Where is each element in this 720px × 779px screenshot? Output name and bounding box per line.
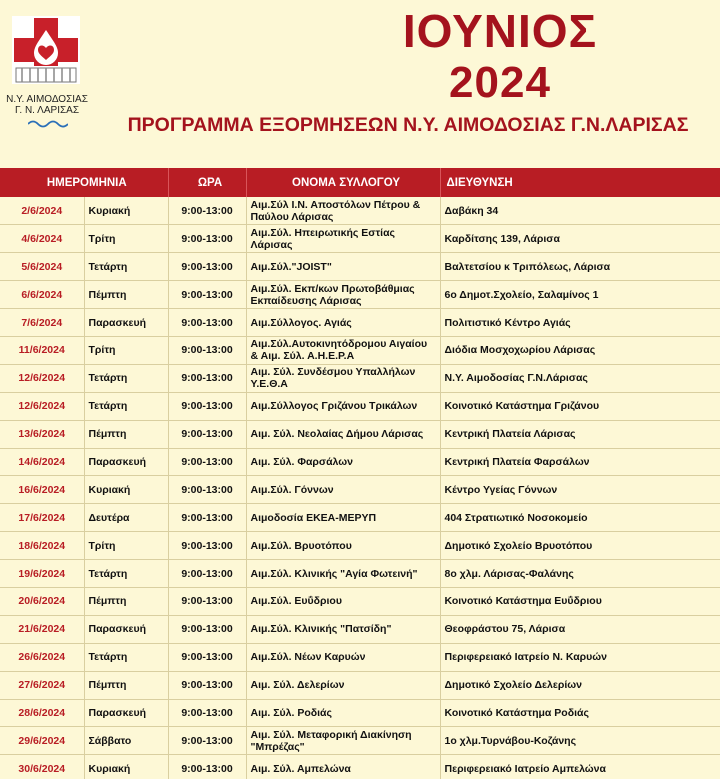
table-row: [0, 671, 720, 699]
row-time: 9:00-13:00: [168, 699, 246, 727]
row-date: 30/6/2024: [0, 755, 84, 779]
row-time: 9:00-13:00: [168, 197, 246, 225]
row-association: Αιμ.Σύλ. Κλινικής "Πατσίδη": [246, 615, 440, 643]
header-address: ΔΙΕΥΘΥΝΣΗ: [440, 168, 720, 197]
row-address: Δαβάκη 34: [440, 197, 720, 225]
row-association: Αιμ.Σύλ."JOIST": [246, 253, 440, 281]
table-row: [0, 309, 720, 337]
row-day: Τρίτη: [84, 336, 168, 364]
row-association: Αιμ.Σύλ. Κλινικής "Αγία Φωτεινή": [246, 560, 440, 588]
row-time: 9:00-13:00: [168, 755, 246, 779]
row-association: Αιμ.Σύλ. Ευΰδριου: [246, 587, 440, 615]
row-address: 8ο χλμ. Λάρισας-Φαλάνης: [440, 560, 720, 588]
row-address: Κεντρική Πλατεία Φαρσάλων: [440, 448, 720, 476]
row-time: 9:00-13:00: [168, 560, 246, 588]
row-address: 404 Στρατιωτικό Νοσοκομείο: [440, 504, 720, 532]
row-time: 9:00-13:00: [168, 281, 246, 309]
row-time: 9:00-13:00: [168, 643, 246, 671]
year-title: 2024: [449, 58, 551, 107]
row-day: Τετάρτη: [84, 392, 168, 420]
row-address: Κέντρο Υγείας Γόννων: [440, 476, 720, 504]
row-association: Αιμ.Σύλ. Βρυοτόπου: [246, 532, 440, 560]
table-row: [0, 587, 720, 615]
row-time: 9:00-13:00: [168, 336, 246, 364]
table-row: [0, 197, 720, 225]
table-row: [0, 504, 720, 532]
row-address: Πολιτιστικό Κέντρο Αγιάς: [440, 309, 720, 337]
table-row: [0, 420, 720, 448]
table-row: [0, 755, 720, 779]
row-time: 9:00-13:00: [168, 448, 246, 476]
row-time: 9:00-13:00: [168, 225, 246, 253]
row-association: Αιμ.Σύλ. Νέων Καρυών: [246, 643, 440, 671]
row-day: Τετάρτη: [84, 643, 168, 671]
row-time: 9:00-13:00: [168, 587, 246, 615]
org-name-line1: Ν.Υ. ΑΙΜΟΔΟΣΙΑΣ: [6, 94, 88, 105]
row-date: 28/6/2024: [0, 699, 84, 727]
header: [0, 0, 720, 168]
row-association: Αιμ. Σύλ. Νεολαίας Δήμου Λάρισας: [246, 420, 440, 448]
row-time: 9:00-13:00: [168, 671, 246, 699]
row-address: Δημοτικό Σχολείο Δελερίων: [440, 671, 720, 699]
row-address: Καρδίτσης 139, Λάρισα: [440, 225, 720, 253]
table-row: [0, 364, 720, 392]
table-row: [0, 699, 720, 727]
row-date: 27/6/2024: [0, 671, 84, 699]
table-header-row: [0, 168, 720, 197]
month-title: ΙΟΥΝΙΟΣ: [402, 5, 598, 57]
header-time: ΩΡΑ: [168, 168, 246, 197]
row-date: 4/6/2024: [0, 225, 84, 253]
row-day: Κυριακή: [84, 476, 168, 504]
row-association: Αιμ. Σύλ. Μεταφορική Διακίνηση "Μπρέζας": [246, 727, 440, 755]
row-association: Αιμ. Σύλ. Δελερίων: [246, 671, 440, 699]
row-association: Αιμ.Σύλλογος Γριζάνου Τρικάλων: [246, 392, 440, 420]
row-association: Αιμ. Σύλ. Αμπελώνα: [246, 755, 440, 779]
row-time: 9:00-13:00: [168, 253, 246, 281]
row-association: Αιμ.Σύλλογος. Αγιάς: [246, 309, 440, 337]
row-day: Παρασκευή: [84, 615, 168, 643]
row-day: Δευτέρα: [84, 504, 168, 532]
row-time: 9:00-13:00: [168, 420, 246, 448]
table-row: [0, 253, 720, 281]
program-subtitle: ΠΡΟΓΡΑΜΜΑ ΕΞΟΡΜΗΣΕΩΝ Ν.Υ. ΑΙΜΟΔΟΣΙΑΣ Γ.Ν.ΛΑΡΙΣΑΣ: [127, 114, 689, 136]
row-date: 26/6/2024: [0, 643, 84, 671]
row-time: 9:00-13:00: [168, 615, 246, 643]
row-day: Τετάρτη: [84, 560, 168, 588]
row-address: 6ο Δημοτ.Σχολείο, Σαλαμίνος 1: [440, 281, 720, 309]
table-body: [0, 197, 720, 779]
row-day: Πέμπτη: [84, 587, 168, 615]
org-name-line2: Γ. Ν. ΛΑΡΙΣΑΣ: [14, 105, 80, 116]
row-date: 14/6/2024: [0, 448, 84, 476]
row-day: Κυριακή: [84, 755, 168, 779]
row-day: Τετάρτη: [84, 364, 168, 392]
row-association: Αιμ.Σύλ.Αυτοκινητόδρομου Αιγαίου & Αιμ. Σύλ. Α.Η.Ε.Ρ.Α: [246, 336, 440, 364]
row-address: Περιφερειακό Ιατρείο Ν. Καρυών: [440, 643, 720, 671]
row-address: Θεοφράστου 75, Λάρισα: [440, 615, 720, 643]
blood-donation-logo-icon: [12, 16, 80, 84]
row-day: Παρασκευή: [84, 699, 168, 727]
table-row: [0, 532, 720, 560]
row-address: Δημοτικό Σχολείο Βρυοτόπου: [440, 532, 720, 560]
row-day: Σάββατο: [84, 727, 168, 755]
row-date: 5/6/2024: [0, 253, 84, 281]
row-date: 11/6/2024: [0, 336, 84, 364]
header-association: ΟΝΟΜΑ ΣΥΛΛΟΓΟΥ: [246, 168, 440, 197]
row-association: Αιμ. Σύλ. Συνδέσμου Υπαλλήλων Υ.Ε.Θ.Α: [246, 364, 440, 392]
table-row: [0, 643, 720, 671]
row-date: 13/6/2024: [0, 420, 84, 448]
table-row: [0, 448, 720, 476]
row-day: Τετάρτη: [84, 253, 168, 281]
row-date: 7/6/2024: [0, 309, 84, 337]
row-association: Αιμοδοσία ΕΚΕΑ-ΜΕΡΥΠ: [246, 504, 440, 532]
row-address: Διόδια Μοσχοχωρίου Λάρισας: [440, 336, 720, 364]
row-time: 9:00-13:00: [168, 476, 246, 504]
row-time: 9:00-13:00: [168, 392, 246, 420]
row-date: 20/6/2024: [0, 587, 84, 615]
row-time: 9:00-13:00: [168, 364, 246, 392]
row-date: 17/6/2024: [0, 504, 84, 532]
row-date: 6/6/2024: [0, 281, 84, 309]
row-date: 21/6/2024: [0, 615, 84, 643]
row-address: Βαλτετσίου κ Τριπόλεως, Λάρισα: [440, 253, 720, 281]
row-association: Αιμ.Σύλ Ι.Ν. Αποστόλων Πέτρου & Παύλου Λάρισας: [246, 197, 440, 225]
row-address: 1ο χλμ.Τυρνάβου-Κοζάνης: [440, 727, 720, 755]
row-day: Παρασκευή: [84, 309, 168, 337]
row-day: Τρίτη: [84, 225, 168, 253]
table-row: [0, 727, 720, 755]
wave-icon: [28, 118, 68, 128]
row-time: 9:00-13:00: [168, 727, 246, 755]
row-day: Πέμπτη: [84, 281, 168, 309]
table-row: [0, 281, 720, 309]
row-day: Κυριακή: [84, 197, 168, 225]
row-association: Αιμ.Σύλ. Εκπ/κων Πρωτοβάθμιας Εκπαίδευσης Λάρισας: [246, 281, 440, 309]
table-row: [0, 225, 720, 253]
row-association: Αιμ.Σύλ. Γόννων: [246, 476, 440, 504]
row-date: 12/6/2024: [0, 392, 84, 420]
row-day: Τρίτη: [84, 532, 168, 560]
table-row: [0, 615, 720, 643]
table-row: [0, 392, 720, 420]
row-date: 2/6/2024: [0, 197, 84, 225]
schedule-table: [0, 168, 720, 779]
row-address: Κοινοτικό Κατάστημα Γριζάνου: [440, 392, 720, 420]
row-address: Κεντρική Πλατεία Λάρισας: [440, 420, 720, 448]
row-association: Αιμ. Σύλ. Φαρσάλων: [246, 448, 440, 476]
header-date: ΗΜΕΡΟΜΗΝΙΑ: [0, 168, 168, 197]
row-time: 9:00-13:00: [168, 309, 246, 337]
row-association: Αιμ.Σύλ. Ηπειρωτικής Εστίας Λάρισας: [246, 225, 440, 253]
row-date: 18/6/2024: [0, 532, 84, 560]
table-row: [0, 336, 720, 364]
row-date: 12/6/2024: [0, 364, 84, 392]
row-address: Κοινοτικό Κατάστημα Ροδιάς: [440, 699, 720, 727]
row-day: Πέμπτη: [84, 671, 168, 699]
row-day: Παρασκευή: [84, 448, 168, 476]
row-association: Αιμ. Σύλ. Ροδιάς: [246, 699, 440, 727]
row-date: 29/6/2024: [0, 727, 84, 755]
row-day: Πέμπτη: [84, 420, 168, 448]
row-time: 9:00-13:00: [168, 504, 246, 532]
table-row: [0, 476, 720, 504]
row-date: 19/6/2024: [0, 560, 84, 588]
table-row: [0, 560, 720, 588]
row-address: Κοινοτικό Κατάστημα Ευΰδριου: [440, 587, 720, 615]
row-date: 16/6/2024: [0, 476, 84, 504]
row-address: Ν.Υ. Αιμοδοσίας Γ.Ν.Λάρισας: [440, 364, 720, 392]
row-time: 9:00-13:00: [168, 532, 246, 560]
row-address: Περιφερειακό Ιατρείο Αμπελώνα: [440, 755, 720, 779]
